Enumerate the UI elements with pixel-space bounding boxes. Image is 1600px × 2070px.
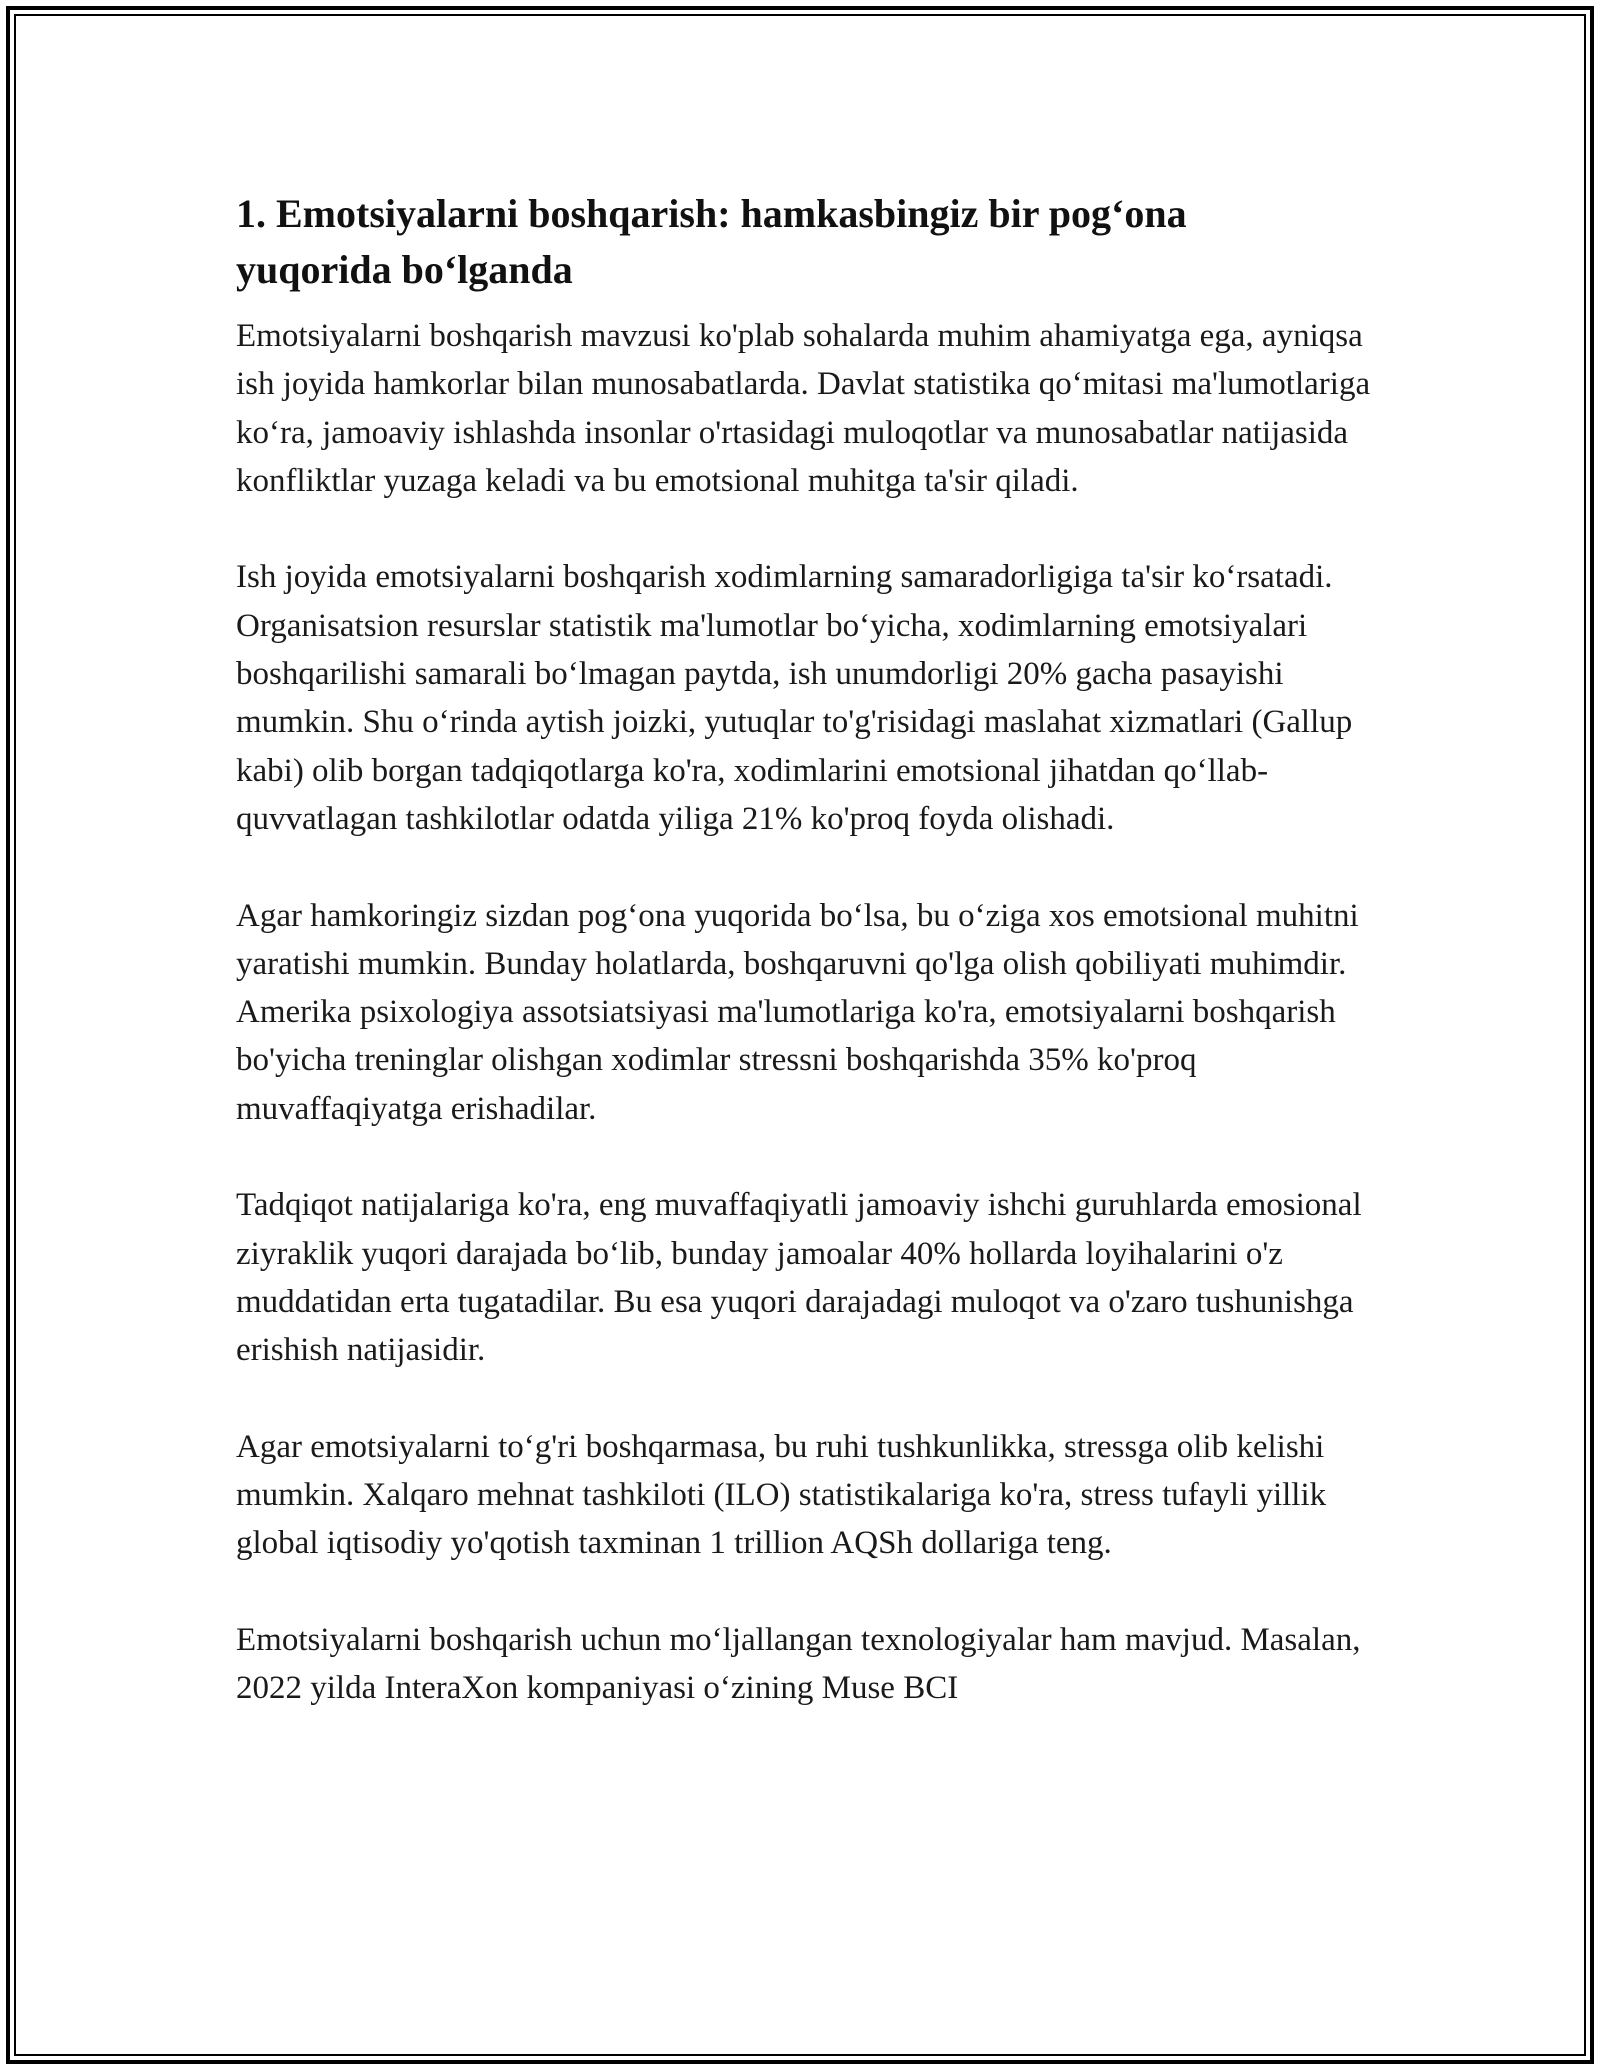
section-heading-line2: yuqorida bo‘lganda [236,247,573,292]
section-heading-line1: 1. Emotsiyalarni boshqarish: hamkasbingiz bir pog‘ona [236,191,1187,236]
section-heading [236,186,1376,298]
paragraph: Ish joyida emotsiyalarni boshqarish xodimlarning samaradorligiga ta'sir ko‘rsatadi. Organisatsion resurslar statistik ma'lumotlar bo‘yicha, xodimlarning emotsiyalari boshqarilishi samarali bo‘lmagan paytda, ish unumdorligi 20% gacha pasayishi mumkin. Shu o‘rinda aytish joizki, yutuqlar to'g'risidagi maslahat xizmatlari (Gallup kabi) olib borgan tadqiqotlarga ko'ra, xodimlarini emotsional jihatdan qo‘llab-quvvatlagan tashkilotlar odatda yiliga 21% ko'proq foyda olishadi. [236,559,1353,837]
paragraph: Emotsiyalarni boshqarish mavzusi ko'plab sohalarda muhim ahamiyatga ega, ayniqsa ish joyida hamkorlar bilan munosabatlarda. Davlat statistika qo‘mitasi ma'lumotlariga ko‘ra, jamoaviy ishlashda insonlar o'rtasidagi muloqotlar va munosabatlar natijasida konfliktlar yuzaga keladi va bu emotsional muhitga ta'sir qiladi. [236,318,1371,499]
paragraph: Agar emotsiyalarni to‘g'ri boshqarmasa, bu ruhi tushkunlikka, stressga olib kelishi mumkin. Xalqaro mehnat tashkiloti (ILO) statistikalariga ko'ra, stress tufayli yillik global iqtisodiy yo'qotish taxminan 1 trillion AQSh dollariga teng. [236,1428,1327,1562]
paragraph: Emotsiyalarni boshqarish uchun mo‘ljallangan texnologiyalar ham mavjud. Masalan, 2022 yilda InteraXon kompaniyasi o‘zining Muse BCI [236,1622,1361,1707]
paragraph: Tadqiqot natijalariga ko'ra, eng muvaffaqiyatli jamoaviy ishchi guruhlarda emosional ziyraklik yuqori darajada bo‘lib, bunday jamoalar 40% hollarda loyihalarini o'z muddatidan erta tugatadilar. Bu esa yuqori darajadagi muloqot va o'zaro tushunishga erishish natijasidir. [236,1187,1362,1369]
paragraph: Agar hamkoringiz sizdan pog‘ona yuqorida bo‘lsa, bu o‘ziga xos emotsional muhitni yaratishi mumkin. Bunday holatlarda, boshqaruvni qo'lga olish qobiliyati muhimdir. Amerika psixologiya assotsiatsiyasi ma'lumotlariga ko'ra, emotsiyalarni boshqarish bo'yicha treninglar olishgan xodimlar stressni boshqarishda 35% ko'proq muvaffaqiyatga erishadilar. [236,897,1359,1127]
document-body [236,186,1376,1713]
